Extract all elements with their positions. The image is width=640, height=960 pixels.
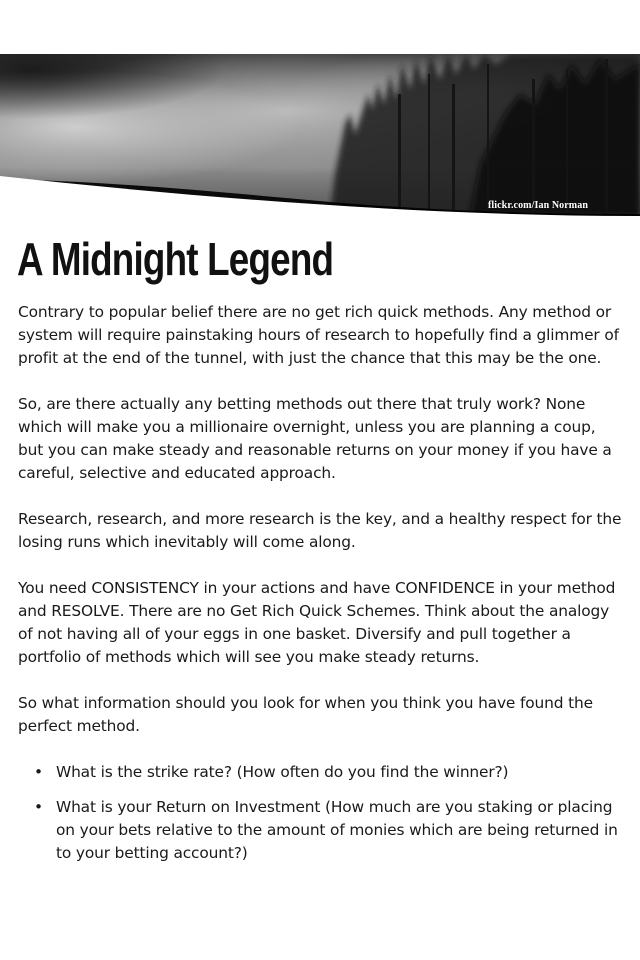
bullet-icon: • [34, 763, 43, 781]
header-photo [0, 54, 640, 216]
paragraph: Research, research, and more research is the key, and a healthy respect for the losing runs which inevitably will come along. [18, 510, 622, 551]
paragraph: You need CONSISTENCY in your actions and have CONFIDENCE in your method and RESOLVE. There are no Get Rich Quick Schemes. Think about the analogy of not having all of your eggs in one basket. Diversify and pull together a portfolio of methods which will see you make steady returns. [18, 579, 616, 666]
bullet-icon: • [34, 798, 43, 816]
bullet-list [18, 761, 624, 865]
page-title: A Midnight Legend [17, 233, 334, 285]
list-item-text: What is the strike rate? (How often do you find the winner?) [56, 763, 509, 781]
list-item-text: What is your Return on Investment (How much are you staking or placing on your bets relative to the amount of monies which are being returned in to your betting account?) [56, 798, 618, 862]
list-item [18, 761, 624, 784]
paragraph: Contrary to popular belief there are no get rich quick methods. Any method or system will require painstaking hours of research to hopefully find a glimmer of profit at the end of the tunnel, with just the chance that this may be the one. [18, 303, 619, 367]
photo-credit: flickr.com/Ian Norman [487, 200, 588, 211]
paragraph: So, are there actually any betting methods out there that truly work? None which will make you a millionaire overnight, unless you are planning a coup, but you can make steady and reasonable returns on your money if you have a careful, selective and educated approach. [18, 395, 612, 482]
list-item [18, 796, 624, 865]
article-body [18, 301, 624, 877]
paragraph: So what information should you look for when you think you have found the perfect method. [18, 694, 593, 735]
